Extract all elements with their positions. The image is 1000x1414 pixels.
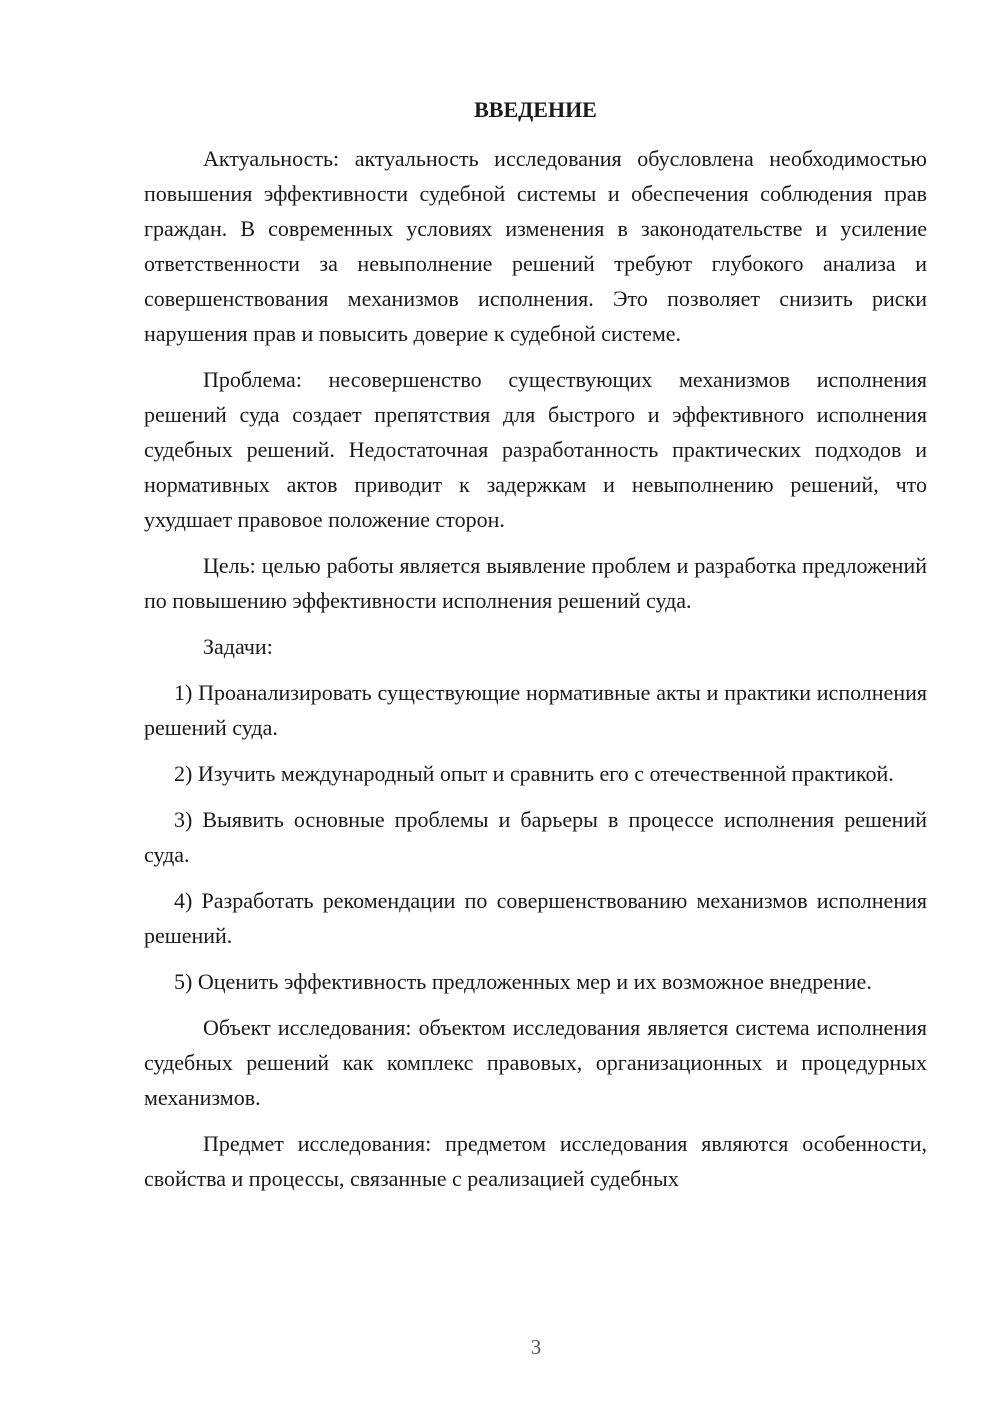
paragraph-problem: Проблема: несовершенство существующих механизмов исполнения решений суда создает препятствия для быстрого и эффективного исполнения судебных решений. Недостаточная разработанность практических подходов и нормативных актов приводит к задержкам и невыполнению решений, что ухудшает правовое положение сторон. [144, 367, 927, 532]
paragraph-object: Объект исследования: объектом исследования является система исполнения судебных решений как комплекс правовых, организационных и процедурных механизмов. [144, 1015, 927, 1110]
page-content [144, 92, 927, 1207]
task-item-3: 3) Выявить основные проблемы и барьеры в процессе исполнения решений суда. [144, 807, 927, 867]
tasks-label: Задачи: [203, 634, 273, 659]
task-item-2: 2) Изучить международный опыт и сравнить его с отечественной практикой. [174, 761, 894, 786]
paragraph-subject: Предмет исследования: предметом исследования являются особенности, свойства и процессы, связанные с реализацией судебных [144, 1131, 927, 1191]
paragraph-goal: Цель: целью работы является выявление проблем и разработка предложений по повышению эффективности исполнения решений суда. [144, 553, 927, 613]
task-item-5: 5) Оценить эффективность предложенных мер и их возможное внедрение. [174, 969, 872, 994]
task-item-1: 1) Проанализировать существующие нормативные акты и практики исполнения решений суда. [144, 680, 927, 740]
task-item-4: 4) Разработать рекомендации по совершенствованию механизмов исполнения решений. [144, 888, 927, 948]
section-title: ВВЕДЕНИЕ [474, 97, 597, 122]
page-number: 3 [530, 1335, 542, 1359]
paragraph-relevance: Актуальность: актуальность исследования обусловлена необходимостью повышения эффективности судебной системы и обеспечения соблюдения прав граждан. В современных условиях изменения в законодательстве и усиление ответственности за невыполнение решений требуют глубокого анализа и совершенствования механизмов исполнения. Это позволяет снизить риски нарушения прав и повысить доверие к судебной системе. [144, 146, 927, 346]
